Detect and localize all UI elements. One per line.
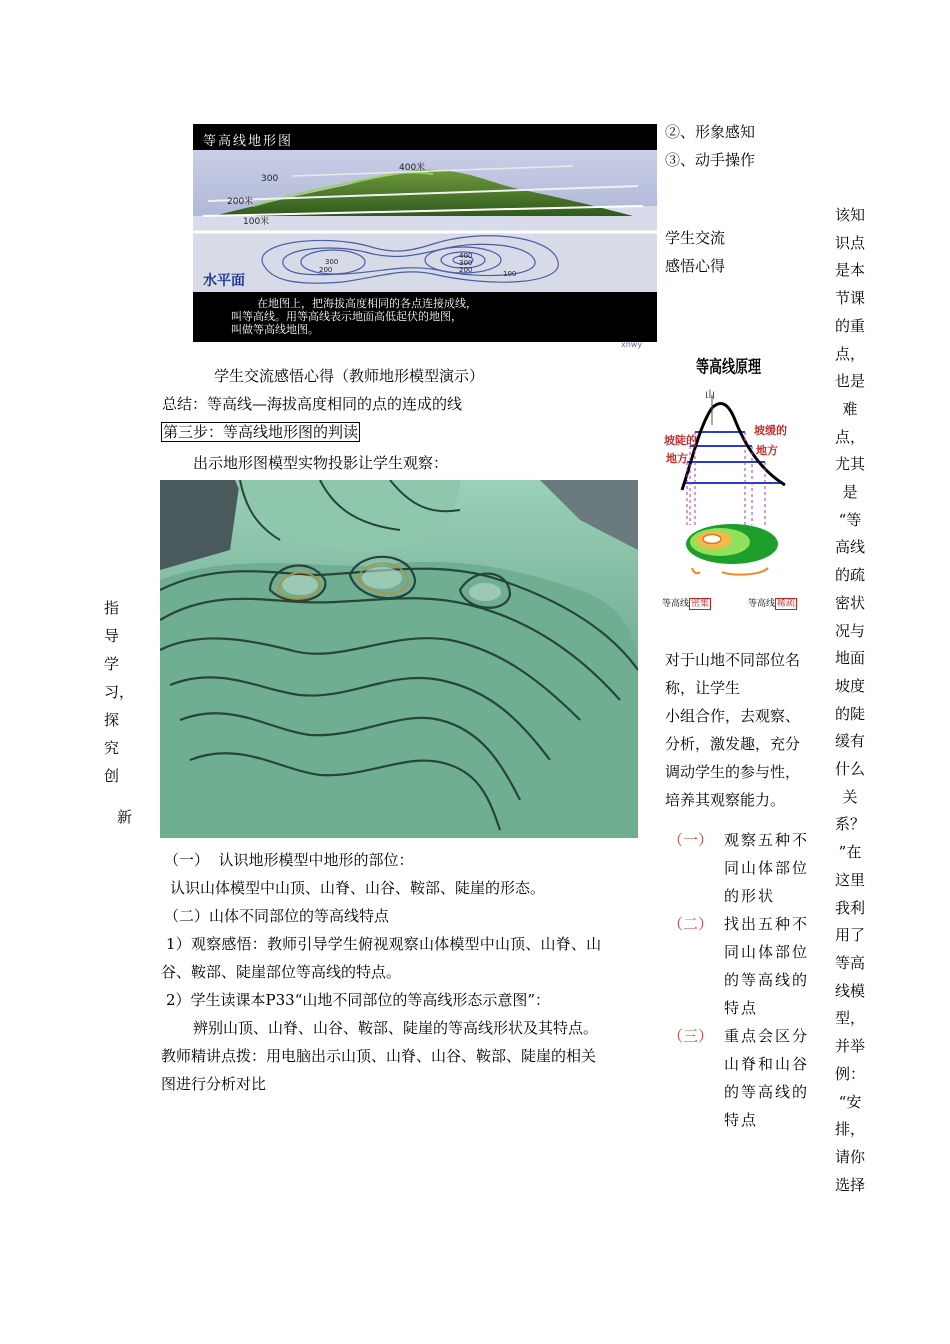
fig1-caption-line-1: 在地图上，把海拔高度相同的各点连接成线，: [257, 297, 477, 310]
right-col-cell: 型，: [834, 1009, 865, 1028]
right-col-cell: 系？: [834, 815, 865, 834]
right-col-cell: 的疏: [834, 566, 865, 585]
activity-line: 山脊和山谷: [724, 1055, 810, 1073]
mid-para-line-4: 分析，激发趣，充分: [665, 735, 801, 753]
right-col-cell: 用了: [834, 926, 865, 945]
fig1-plane-label: 水平面: [203, 273, 245, 289]
terrain-model-art: [160, 480, 638, 838]
left-col-char: 究: [104, 739, 120, 757]
right-col-cell: 我利: [834, 898, 865, 917]
right-col-cell: ”在: [838, 843, 862, 862]
fig1-title: 等高线地形图: [203, 134, 294, 149]
activity-item-1: [668, 826, 820, 910]
fig1-watermark: xhwy: [621, 340, 643, 349]
principle-steep-2: 地方: [666, 452, 688, 465]
section1-body: 认识山体模型中山顶、山脊、山谷、鞍部、陡崖的形态。: [170, 879, 546, 897]
right-col-cell: 的重: [834, 316, 865, 335]
activity-item-num: （一）: [668, 831, 714, 849]
left-col-char: 学: [104, 655, 120, 673]
activity-line: 找出五种不: [724, 915, 810, 933]
right-col-cell: 坡度: [834, 676, 865, 695]
principle-sparse-label: [748, 596, 797, 609]
principle-dense-word: 密集: [691, 599, 710, 609]
mid-para-line-5: 调动学生的参与性，: [665, 763, 801, 781]
step3-heading-text: 第三步：等高线地形图的判读: [163, 423, 359, 441]
right-col-cell: 线模: [834, 981, 865, 1000]
principle-steep-1: 坡陡的: [664, 434, 697, 447]
activity-line: 特点: [724, 1111, 759, 1129]
activity-item-2: [668, 910, 820, 1022]
principle-dense-prefix: 等高线: [662, 599, 690, 609]
activity-line: 同山体部位: [724, 859, 810, 877]
right-col-cell: 点，: [834, 427, 865, 446]
fig1-label-400: 400米: [399, 163, 426, 173]
right-col-cell: 什么: [834, 760, 865, 779]
right-col-cell: 这里: [834, 870, 865, 889]
right-col-cell: 缓有: [834, 732, 865, 751]
left-col-char: 指: [104, 599, 120, 617]
contour-figure: [193, 124, 657, 350]
right-col-cell: 高线: [834, 538, 865, 557]
right-col-cell: 况与: [834, 621, 865, 640]
mid-para-line-2: 称，让学生: [665, 679, 741, 697]
activity-item-3: [668, 1022, 820, 1134]
left-column: [104, 594, 134, 790]
fig1-contour-300a: 300: [325, 258, 339, 266]
right-col-cell: 排，: [834, 1120, 865, 1139]
principle-dense-label: [662, 596, 711, 609]
right-col-cell: 例：: [834, 1064, 865, 1083]
right-col-cell: 尤其: [834, 455, 865, 474]
right-col-cell: “安: [838, 1092, 862, 1111]
fig1-contour-200b: 200: [459, 266, 473, 274]
fig1-label-300: 300: [261, 174, 279, 184]
student-exchange-1: 学生交流: [665, 229, 726, 247]
left-col-char-extra: 新: [117, 808, 133, 826]
activity-line: 的等高线的: [724, 1083, 810, 1101]
principle-gentle-1: 坡缓的: [754, 424, 787, 437]
activity-line: 的形状: [724, 887, 776, 905]
terrain-model-photo: [160, 480, 638, 838]
right-col-cell: 该知: [834, 206, 865, 224]
method-handson: ③、动手操作: [665, 151, 756, 169]
fig1-label-100: 100米: [243, 217, 270, 227]
principle-sparse-word: 稀疏: [777, 599, 796, 609]
right-col-cell: 识点: [834, 233, 865, 252]
right-col-cell: “等: [838, 510, 862, 529]
left-col-char: 习，: [104, 683, 135, 701]
right-col-cell: 关: [842, 787, 858, 806]
right-col-cell: 并举: [834, 1037, 865, 1056]
right-col-cell: 选择: [834, 1175, 865, 1194]
left-col-char: 创: [104, 767, 120, 785]
section1-title: （一） 认识地形模型中地形的部位：: [164, 851, 414, 869]
teacher-explain-line: 教师精讲点拨：用电脑出示山顶、山脊、山谷、鞍部、陡崖的相关: [161, 1047, 597, 1065]
right-col-cell: 是本: [834, 261, 865, 280]
read-textbook-line: 2）学生读课本P33“山地不同部位的等高线形态示意图”：: [166, 991, 551, 1009]
caption-exchange: 学生交流感悟心得（教师地形模型演示）: [214, 367, 485, 385]
compare-line: 图进行分析对比: [161, 1075, 267, 1093]
method-perception: ②、形象感知: [665, 123, 756, 141]
activity-item-text: [724, 826, 820, 910]
right-col-cell: 地面: [834, 649, 865, 668]
activity-item-num: （三）: [668, 1027, 714, 1045]
activity-line: 重点会区分: [724, 1027, 810, 1045]
step3-heading: [161, 418, 360, 446]
section2-title: （二）山体不同部位的等高线特点: [164, 907, 390, 925]
mid-para-line-6: 培养其观察能力。: [665, 791, 786, 809]
fig1-contour-300b: 300: [459, 259, 473, 267]
show-model-line: 出示地形图模型实物投影让学生观察：: [193, 454, 449, 472]
principle-gentle-2: 地方: [756, 444, 778, 457]
fig1-contour-400: 400: [459, 252, 473, 260]
activity-item-text: [724, 910, 820, 1022]
student-exchange-2: 感悟心得: [665, 257, 726, 275]
contour-principle-art: [660, 350, 795, 620]
fig1-caption-line-3: 叫做等高线地图。: [231, 323, 319, 336]
fig1-contour-200a: 200: [319, 266, 333, 274]
principle-sparse-prefix: 等高线: [748, 599, 776, 609]
left-col-char: 探: [104, 711, 120, 729]
activity-item-num: （二）: [668, 915, 714, 933]
fig1-caption-line-2: 叫等高线。用等高线表示地面高低起伏的地图，: [231, 310, 462, 323]
right-col-cell: 的陡: [834, 704, 865, 723]
mid-para-line-3: 小组合作，去观察、: [665, 707, 801, 725]
activity-line: 同山体部位: [724, 943, 810, 961]
contour-principle-diagram: [660, 350, 795, 620]
activity-item-text: [724, 1022, 820, 1134]
right-col-cell: 请你: [834, 1147, 865, 1166]
fig1-label-200: 200米: [227, 197, 254, 207]
identify-line: 辨别山顶、山脊、山谷、鞍部、陡崖的等高线形状及其特点。: [193, 1019, 599, 1037]
observe-line-1: 1）观察感悟：教师引导学生俯视观察山体模型中山顶、山脊、山: [166, 935, 602, 953]
activity-line: 特点: [724, 999, 759, 1017]
right-col-cell: 节课: [834, 289, 865, 308]
principle-peak: 山: [705, 390, 715, 401]
observe-line-2: 谷、鞍部、陡崖部位等高线的特点。: [161, 963, 402, 981]
principle-title: 等高线原理: [696, 358, 762, 378]
activity-line: 的等高线的: [724, 971, 810, 989]
mid-para-line-1: 对于山地不同部位名: [665, 651, 801, 669]
right-col-cell: 是: [842, 483, 858, 502]
right-col-cell: 也是: [834, 372, 865, 391]
right-col-cell: 难: [842, 399, 858, 418]
activity-line: 观察五种不: [724, 831, 810, 849]
right-col-cell: 等高: [834, 953, 865, 972]
right-col-cell: 点，: [834, 344, 865, 363]
right-column: [830, 202, 870, 1199]
summary-line: 总结：等高线—海拔高度相同的点的连成的线: [162, 395, 463, 413]
fig1-contour-100: 100: [503, 270, 517, 278]
left-col-char: 导: [104, 627, 120, 645]
right-col-cell: 密状: [834, 593, 865, 612]
